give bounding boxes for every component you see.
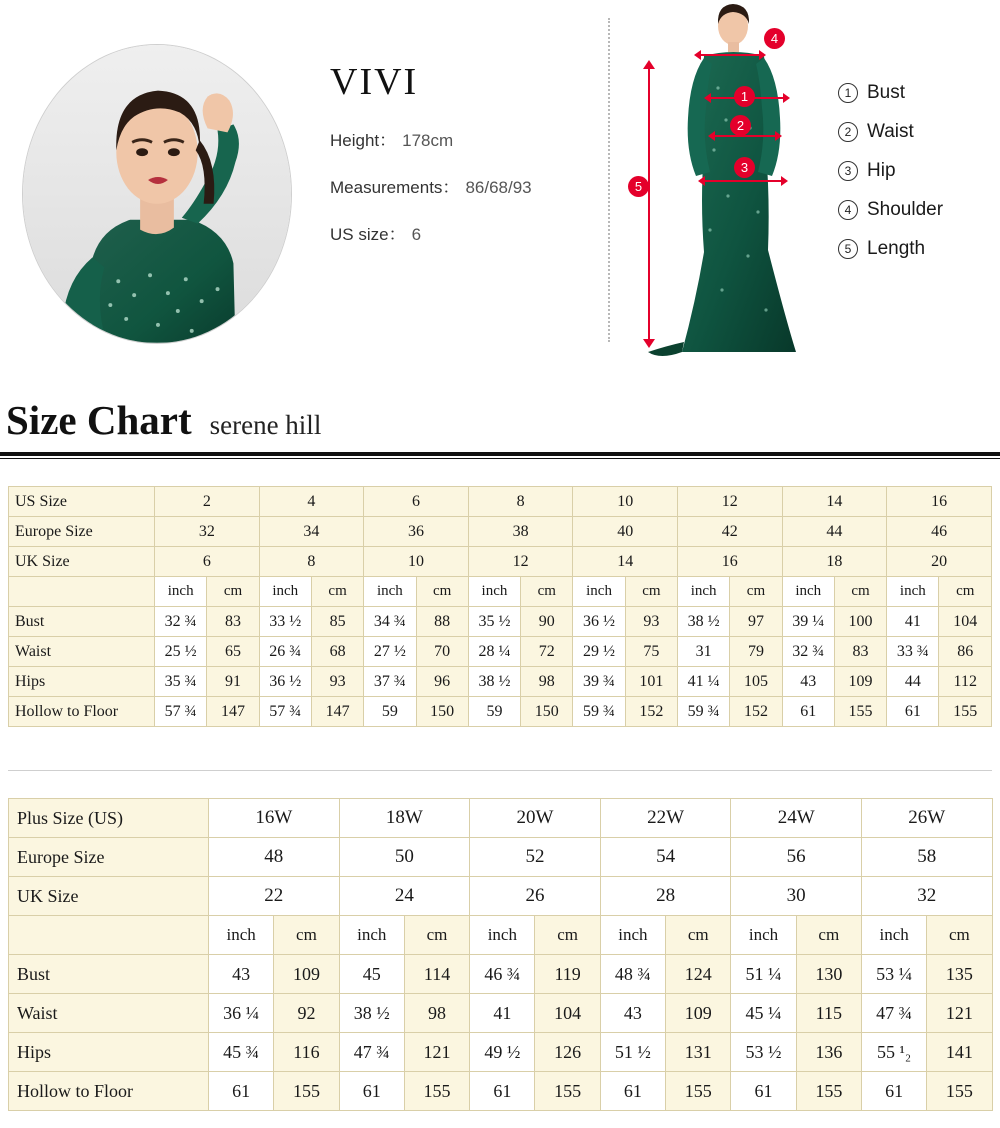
legend-number: 5 bbox=[838, 239, 858, 259]
model-ussize-row bbox=[330, 220, 600, 245]
measure-cell: 97 bbox=[730, 607, 782, 637]
measure-cell: 96 bbox=[416, 667, 468, 697]
measure-cell: 83 bbox=[207, 607, 259, 637]
standard-size-table-block bbox=[8, 486, 992, 727]
model-ussize-value: 6 bbox=[411, 225, 422, 244]
measure-cell: 155 bbox=[274, 1072, 339, 1111]
measure-cell: 38 ½ bbox=[339, 994, 404, 1033]
measure-cell: 35 ½ bbox=[468, 607, 520, 637]
measure-cell: 36 ½ bbox=[573, 607, 625, 637]
page-title: Size Chart bbox=[6, 397, 192, 443]
legend-label: Bust bbox=[867, 82, 906, 103]
size-cell: 16 bbox=[678, 547, 783, 577]
measurement-figure bbox=[600, 0, 840, 380]
unit-cell: inch bbox=[259, 577, 311, 607]
measure-cell: 55 ¹₂ bbox=[861, 1033, 926, 1072]
measure-cell: 152 bbox=[730, 697, 782, 727]
row-header: Europe Size bbox=[9, 517, 155, 547]
table-row bbox=[9, 517, 992, 547]
measure-cell: 105 bbox=[730, 667, 782, 697]
measure-cell: 92 bbox=[274, 994, 339, 1033]
size-cell: 50 bbox=[339, 838, 470, 877]
measure-cell: 83 bbox=[834, 637, 886, 667]
unit-cell: inch bbox=[470, 916, 535, 955]
size-cell: 22W bbox=[600, 799, 731, 838]
legend-number: 1 bbox=[838, 83, 858, 103]
size-cell: 8 bbox=[468, 487, 573, 517]
unit-cell: cm bbox=[535, 916, 600, 955]
legend-item-waist bbox=[838, 121, 943, 143]
measure-cell: 155 bbox=[666, 1072, 731, 1111]
size-cell: 4 bbox=[259, 487, 364, 517]
model-ussize-label: US size： bbox=[330, 225, 406, 244]
legend-item-length bbox=[838, 238, 943, 260]
table-row bbox=[9, 994, 993, 1033]
model-height-label: Height： bbox=[330, 131, 397, 150]
size-cell: 34 bbox=[259, 517, 364, 547]
size-cell: 42 bbox=[678, 517, 783, 547]
measure-cell: 39 ¼ bbox=[782, 607, 834, 637]
measure-cell: 61 bbox=[861, 1072, 926, 1111]
table-row bbox=[9, 1072, 993, 1111]
size-cell: 8 bbox=[259, 547, 364, 577]
measure-cell: 136 bbox=[796, 1033, 861, 1072]
table-row bbox=[9, 637, 992, 667]
measure-cell: 59 bbox=[468, 697, 520, 727]
waist-measure-line bbox=[714, 135, 776, 137]
table-row bbox=[9, 955, 993, 994]
size-cell: 32 bbox=[155, 517, 260, 547]
unit-cell: inch bbox=[155, 577, 207, 607]
brand-name: serene hill bbox=[209, 410, 322, 440]
standard-size-table bbox=[8, 486, 992, 727]
unit-cell: cm bbox=[521, 577, 573, 607]
measure-cell: 47 ¾ bbox=[339, 1033, 404, 1072]
measure-cell: 41 bbox=[887, 607, 939, 637]
unit-cell: cm bbox=[311, 577, 363, 607]
model-measurements-label: Measurements： bbox=[330, 178, 460, 197]
legend-item-shoulder bbox=[838, 199, 943, 221]
measure-cell: 70 bbox=[416, 637, 468, 667]
size-cell: 14 bbox=[782, 487, 887, 517]
measure-cell: 75 bbox=[625, 637, 677, 667]
measure-cell: 109 bbox=[274, 955, 339, 994]
model-measurements-row bbox=[330, 173, 600, 198]
model-height-row bbox=[330, 126, 600, 151]
measure-cell: 25 ½ bbox=[155, 637, 207, 667]
measure-cell: 59 ¾ bbox=[573, 697, 625, 727]
size-cell: 46 bbox=[887, 517, 992, 547]
measure-cell: 112 bbox=[939, 667, 992, 697]
measure-cell: 65 bbox=[207, 637, 259, 667]
measure-cell: 152 bbox=[625, 697, 677, 727]
legend-item-hip bbox=[838, 160, 943, 182]
unit-cell: inch bbox=[573, 577, 625, 607]
table-row-units bbox=[9, 916, 993, 955]
measure-cell: 32 ¾ bbox=[782, 637, 834, 667]
unit-cell: cm bbox=[625, 577, 677, 607]
unit-cell: inch bbox=[209, 916, 274, 955]
size-cell: 18 bbox=[782, 547, 887, 577]
divider-thick bbox=[0, 452, 1000, 456]
measure-cell: 35 ¾ bbox=[155, 667, 207, 697]
plus-size-table-block bbox=[8, 798, 992, 1111]
measure-cell: 33 ¾ bbox=[887, 637, 939, 667]
size-cell: 20W bbox=[470, 799, 601, 838]
measure-cell: 86 bbox=[939, 637, 992, 667]
size-cell: 20 bbox=[887, 547, 992, 577]
figure-badge-waist: 2 bbox=[730, 115, 751, 136]
table-row-units bbox=[9, 577, 992, 607]
row-header: Hips bbox=[9, 1033, 209, 1072]
measure-cell: 38 ½ bbox=[468, 667, 520, 697]
measure-cell: 98 bbox=[404, 994, 469, 1033]
row-header: UK Size bbox=[9, 877, 209, 916]
measure-cell: 155 bbox=[927, 1072, 992, 1111]
row-header: Waist bbox=[9, 637, 155, 667]
measure-cell: 104 bbox=[939, 607, 992, 637]
measure-cell: 141 bbox=[927, 1033, 992, 1072]
measure-cell: 155 bbox=[834, 697, 886, 727]
row-header: UK Size bbox=[9, 547, 155, 577]
size-cell: 6 bbox=[155, 547, 260, 577]
size-cell: 32 bbox=[861, 877, 992, 916]
measure-cell: 155 bbox=[939, 697, 992, 727]
measure-cell: 155 bbox=[535, 1072, 600, 1111]
measure-cell: 100 bbox=[834, 607, 886, 637]
measure-cell: 79 bbox=[730, 637, 782, 667]
measure-cell: 31 bbox=[678, 637, 730, 667]
measure-cell: 48 ¾ bbox=[600, 955, 665, 994]
size-cell: 44 bbox=[782, 517, 887, 547]
measure-cell: 45 ¼ bbox=[731, 994, 796, 1033]
measure-cell: 90 bbox=[521, 607, 573, 637]
table-row bbox=[9, 667, 992, 697]
measure-cell: 72 bbox=[521, 637, 573, 667]
row-header: Hollow to Floor bbox=[9, 697, 155, 727]
model-illustration bbox=[23, 45, 291, 343]
measure-cell: 61 bbox=[887, 697, 939, 727]
model-portrait bbox=[22, 44, 292, 344]
measure-cell: 43 bbox=[600, 994, 665, 1033]
measure-cell: 147 bbox=[207, 697, 259, 727]
size-cell: 38 bbox=[468, 517, 573, 547]
measure-cell: 39 ¾ bbox=[573, 667, 625, 697]
unit-cell: inch bbox=[468, 577, 520, 607]
size-cell: 16W bbox=[209, 799, 340, 838]
measure-cell: 93 bbox=[311, 667, 363, 697]
table-row bbox=[9, 1033, 993, 1072]
measure-cell: 116 bbox=[274, 1033, 339, 1072]
size-cell: 6 bbox=[364, 487, 469, 517]
measure-cell: 59 ¾ bbox=[678, 697, 730, 727]
measure-cell: 43 bbox=[782, 667, 834, 697]
unit-cell: inch bbox=[782, 577, 834, 607]
size-cell: 30 bbox=[731, 877, 862, 916]
measure-cell: 44 bbox=[887, 667, 939, 697]
measure-cell: 46 ¾ bbox=[470, 955, 535, 994]
size-cell: 58 bbox=[861, 838, 992, 877]
unit-cell: inch bbox=[678, 577, 730, 607]
measure-cell: 130 bbox=[796, 955, 861, 994]
measure-cell: 88 bbox=[416, 607, 468, 637]
measure-cell: 49 ½ bbox=[470, 1033, 535, 1072]
measure-cell: 61 bbox=[339, 1072, 404, 1111]
figure-badge-length: 5 bbox=[628, 176, 649, 197]
unit-cell: inch bbox=[339, 916, 404, 955]
measure-cell: 38 ½ bbox=[678, 607, 730, 637]
table-row bbox=[9, 547, 992, 577]
row-header: Hollow to Floor bbox=[9, 1072, 209, 1111]
measure-cell: 36 ½ bbox=[259, 667, 311, 697]
unit-cell: cm bbox=[927, 916, 992, 955]
row-header-blank bbox=[9, 916, 209, 955]
measure-cell: 155 bbox=[796, 1072, 861, 1111]
measure-cell: 43 bbox=[209, 955, 274, 994]
measure-cell: 61 bbox=[600, 1072, 665, 1111]
measure-cell: 126 bbox=[535, 1033, 600, 1072]
measure-cell: 98 bbox=[521, 667, 573, 697]
measure-cell: 41 bbox=[470, 994, 535, 1033]
size-cell: 10 bbox=[573, 487, 678, 517]
measure-cell: 45 bbox=[339, 955, 404, 994]
size-cell: 12 bbox=[678, 487, 783, 517]
measure-cell: 34 ¾ bbox=[364, 607, 416, 637]
measure-cell: 121 bbox=[404, 1033, 469, 1072]
size-cell: 24W bbox=[731, 799, 862, 838]
unit-cell: cm bbox=[834, 577, 886, 607]
figure-badge-hip: 3 bbox=[734, 157, 755, 178]
figure-badge-bust: 1 bbox=[734, 86, 755, 107]
measure-cell: 41 ¼ bbox=[678, 667, 730, 697]
measure-cell: 26 ¾ bbox=[259, 637, 311, 667]
measure-cell: 104 bbox=[535, 994, 600, 1033]
size-cell: 48 bbox=[209, 838, 340, 877]
size-cell: 10 bbox=[364, 547, 469, 577]
measure-cell: 121 bbox=[927, 994, 992, 1033]
legend-label: Shoulder bbox=[867, 199, 944, 220]
row-header: Bust bbox=[9, 955, 209, 994]
unit-cell: cm bbox=[207, 577, 259, 607]
size-cell: 14 bbox=[573, 547, 678, 577]
measure-cell: 135 bbox=[927, 955, 992, 994]
unit-cell: cm bbox=[730, 577, 782, 607]
unit-cell: inch bbox=[861, 916, 926, 955]
measure-cell: 57 ¾ bbox=[155, 697, 207, 727]
unit-cell: cm bbox=[274, 916, 339, 955]
table-row bbox=[9, 799, 993, 838]
measure-cell: 32 ¾ bbox=[155, 607, 207, 637]
size-cell: 28 bbox=[600, 877, 731, 916]
size-cell: 26 bbox=[470, 877, 601, 916]
model-height-value: 178cm bbox=[402, 131, 454, 150]
size-cell: 22 bbox=[209, 877, 340, 916]
measure-cell: 28 ¼ bbox=[468, 637, 520, 667]
measure-cell: 155 bbox=[404, 1072, 469, 1111]
unit-cell: cm bbox=[666, 916, 731, 955]
unit-cell: cm bbox=[796, 916, 861, 955]
divider-thin bbox=[0, 458, 1000, 459]
legend-item-bust bbox=[838, 82, 943, 104]
measure-cell: 27 ½ bbox=[364, 637, 416, 667]
size-cell: 18W bbox=[339, 799, 470, 838]
measurement-legend bbox=[838, 82, 943, 277]
measure-cell: 59 bbox=[364, 697, 416, 727]
measure-cell: 150 bbox=[521, 697, 573, 727]
measure-cell: 85 bbox=[311, 607, 363, 637]
measure-cell: 124 bbox=[666, 955, 731, 994]
measure-cell: 61 bbox=[782, 697, 834, 727]
measure-cell: 68 bbox=[311, 637, 363, 667]
measure-cell: 61 bbox=[209, 1072, 274, 1111]
table-row bbox=[9, 487, 992, 517]
shoulder-measure-line bbox=[700, 54, 760, 56]
size-cell: 54 bbox=[600, 838, 731, 877]
unit-cell: cm bbox=[939, 577, 992, 607]
measure-cell: 101 bbox=[625, 667, 677, 697]
row-header: US Size bbox=[9, 487, 155, 517]
measure-cell: 53 ½ bbox=[731, 1033, 796, 1072]
unit-cell: inch bbox=[600, 916, 665, 955]
table-separator bbox=[8, 770, 992, 771]
legend-number: 3 bbox=[838, 161, 858, 181]
size-chart-heading bbox=[0, 396, 1000, 459]
table-row bbox=[9, 607, 992, 637]
measure-cell: 119 bbox=[535, 955, 600, 994]
measure-cell: 36 ¼ bbox=[209, 994, 274, 1033]
measure-cell: 147 bbox=[311, 697, 363, 727]
unit-cell: cm bbox=[416, 577, 468, 607]
size-cell: 12 bbox=[468, 547, 573, 577]
measure-cell: 131 bbox=[666, 1033, 731, 1072]
measure-cell: 33 ½ bbox=[259, 607, 311, 637]
size-cell: 36 bbox=[364, 517, 469, 547]
size-cell: 40 bbox=[573, 517, 678, 547]
table-row bbox=[9, 877, 993, 916]
measure-cell: 37 ¾ bbox=[364, 667, 416, 697]
measure-cell: 61 bbox=[470, 1072, 535, 1111]
measure-cell: 51 ½ bbox=[600, 1033, 665, 1072]
unit-cell: inch bbox=[364, 577, 416, 607]
measure-cell: 53 ¼ bbox=[861, 955, 926, 994]
legend-label: Hip bbox=[867, 160, 896, 181]
size-cell: 52 bbox=[470, 838, 601, 877]
measure-cell: 57 ¾ bbox=[259, 697, 311, 727]
measure-cell: 115 bbox=[796, 994, 861, 1033]
row-header: Bust bbox=[9, 607, 155, 637]
row-header-blank bbox=[9, 577, 155, 607]
size-cell: 16 bbox=[887, 487, 992, 517]
measure-cell: 109 bbox=[834, 667, 886, 697]
measure-cell: 51 ¼ bbox=[731, 955, 796, 994]
measure-cell: 47 ¾ bbox=[861, 994, 926, 1033]
unit-cell: inch bbox=[887, 577, 939, 607]
row-header: Hips bbox=[9, 667, 155, 697]
top-section bbox=[0, 0, 1000, 380]
hip-measure-line bbox=[704, 180, 782, 182]
measure-cell: 61 bbox=[731, 1072, 796, 1111]
measure-cell: 150 bbox=[416, 697, 468, 727]
size-cell: 24 bbox=[339, 877, 470, 916]
row-header: Plus Size (US) bbox=[9, 799, 209, 838]
row-header: Waist bbox=[9, 994, 209, 1033]
row-header: Europe Size bbox=[9, 838, 209, 877]
size-cell: 56 bbox=[731, 838, 862, 877]
model-info bbox=[330, 60, 600, 245]
size-cell: 26W bbox=[861, 799, 992, 838]
legend-number: 4 bbox=[838, 200, 858, 220]
legend-number: 2 bbox=[838, 122, 858, 142]
size-cell: 2 bbox=[155, 487, 260, 517]
measure-cell: 29 ½ bbox=[573, 637, 625, 667]
table-row bbox=[9, 697, 992, 727]
unit-cell: cm bbox=[404, 916, 469, 955]
legend-label: Waist bbox=[867, 121, 914, 142]
model-measurements-value: 86/68/93 bbox=[465, 178, 532, 197]
measure-cell: 93 bbox=[625, 607, 677, 637]
table-row bbox=[9, 838, 993, 877]
measure-cell: 114 bbox=[404, 955, 469, 994]
plus-size-table bbox=[8, 798, 993, 1111]
measure-cell: 45 ¾ bbox=[209, 1033, 274, 1072]
figure-badge-shoulder: 4 bbox=[764, 28, 785, 49]
legend-label: Length bbox=[867, 238, 926, 259]
unit-cell: inch bbox=[731, 916, 796, 955]
measure-cell: 91 bbox=[207, 667, 259, 697]
measure-cell: 109 bbox=[666, 994, 731, 1033]
model-name: VIVI bbox=[330, 61, 419, 103]
